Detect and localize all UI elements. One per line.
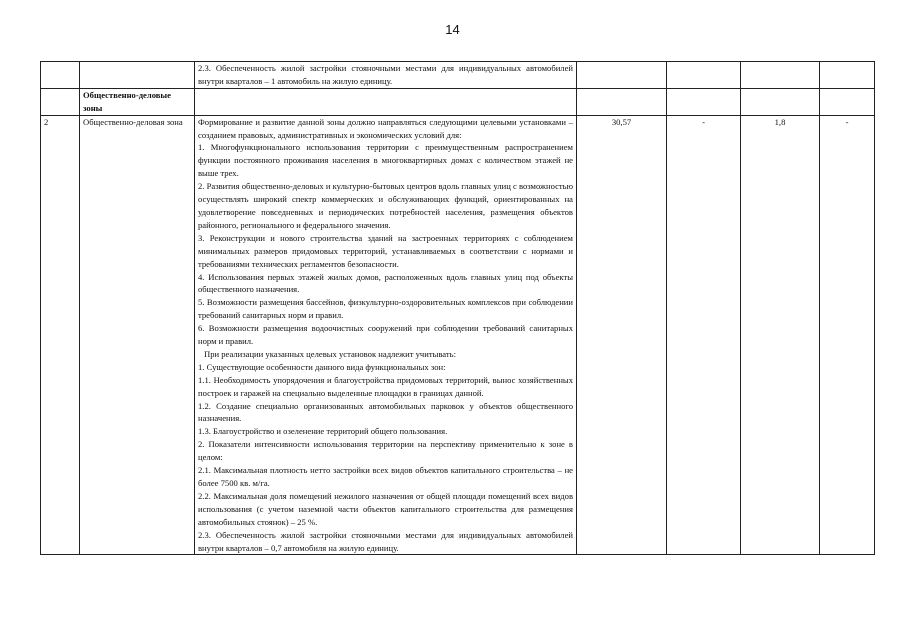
cell-col4: [577, 88, 667, 115]
description-paragraph: 2.1. Максимальная плотность нетто застройки всех видов объектов капитального строительства – не более 7500 кв. м/га.: [198, 465, 573, 488]
description-paragraph: 2.2. Максимальная доля помещений нежилого назначения от общей площади помещений всех видов использования (с учетом наземной части объектов капитального строительства для размещения автомобильных стоянок) – 25 %.: [198, 490, 573, 527]
col6-value: 1,8: [741, 115, 820, 555]
cell-col4: [577, 62, 667, 89]
cell-description: [195, 62, 577, 89]
description-paragraph: 2. Показатели интенсивности использования территории на перспективу применительно к зоне в целом:: [198, 439, 573, 463]
table-row: [41, 62, 875, 89]
description-paragraph: Формирование и развитие данной зоны должно направляться следующими целевыми установками – созданием правовых, административных и экономических условий для:: [198, 116, 573, 140]
description-paragraph: 2.3. Обеспеченность жилой застройки стояночными местами для индивидуальных автомобилей внутри кварталов – 1 автомобиль на жилую единицу.: [198, 63, 573, 86]
zone-name: Общественно-деловая зона: [80, 115, 195, 555]
description-paragraph: 1.2. Создание специально организованных автомобильных парковок у объектов общественного назначения.: [198, 400, 573, 424]
cell-col5: [667, 88, 741, 115]
area-value: 30,57: [577, 115, 667, 555]
section-header-row: [41, 88, 875, 115]
zones-table: [40, 61, 875, 555]
description-paragraph: 1.1. Необходимость упорядочения и благоустройства придомовых территорий, вынос хозяйственных построек и гаражей на специально выделенные площадки в границах данной.: [198, 374, 573, 398]
description-paragraph: 4. Использования первых этажей жилых домов, расположенных вдоль главных улиц под объекты общественного назначения.: [198, 271, 573, 295]
description-paragraph: 3. Реконструкции и нового строительства зданий на застроенных территориях с соблюдением минимальных размеров придомовых территорий, устанавливаемых в соответствии с нормами и требованиями технических регламентов безопасности.: [198, 232, 573, 269]
description-paragraph: 1. Многофункционального использования территории с преимущественным распространением функции постоянного проживания населения в многоквартирных домах с количеством этажей не выше трех.: [198, 142, 573, 179]
cell-col5: [667, 62, 741, 89]
description-paragraph: При реализации указанных целевых установок надлежит учитывать:: [204, 348, 456, 359]
cell-description: [195, 115, 577, 555]
cell-col7: [820, 62, 875, 89]
section-header: Общественно-деловые зоны: [80, 88, 195, 115]
cell-number: [41, 88, 80, 115]
description-paragraph: 2.3. Обеспеченность жилой застройки стояночными местами для индивидуальных автомобилей внутри кварталов – 0,7 автомобиля на жилую единицу.: [198, 529, 573, 553]
cell-number: [41, 62, 80, 89]
cell-zone: [80, 62, 195, 89]
col7-value: -: [820, 115, 875, 555]
cell-col7: [820, 88, 875, 115]
description-paragraph: 1.3. Благоустройство и озеленение территорий общего пользования.: [198, 426, 448, 437]
cell-col6: [741, 88, 820, 115]
col5-value: -: [667, 115, 741, 555]
description-paragraph: 6. Возможности размещения водоочистных сооружений при соблюдении требований санитарных норм и правил.: [198, 323, 573, 347]
page-number: 14: [445, 22, 460, 37]
description-paragraph: 5. Возможности размещения бассейнов, физкультурно-оздоровительных комплексов при соблюдении требований санитарных норм и правил.: [198, 297, 573, 321]
description-paragraph: 1. Существующие особенности данного вида функциональных зон:: [198, 361, 446, 372]
cell-col6: [741, 62, 820, 89]
description-paragraph: 2. Развития общественно-деловых и культурно-бытовых центров вдоль главных улиц с возможностью осуществлять широкий спектр коммерческих и обслуживающих функций, ориентированных на удовлетворение повседневных и периодических потребностей населения, размещения объектов районного, регионального и федерального значения.: [198, 181, 573, 230]
cell-description: [195, 88, 577, 115]
row-number: 2: [41, 115, 80, 555]
table-row: [41, 115, 875, 555]
